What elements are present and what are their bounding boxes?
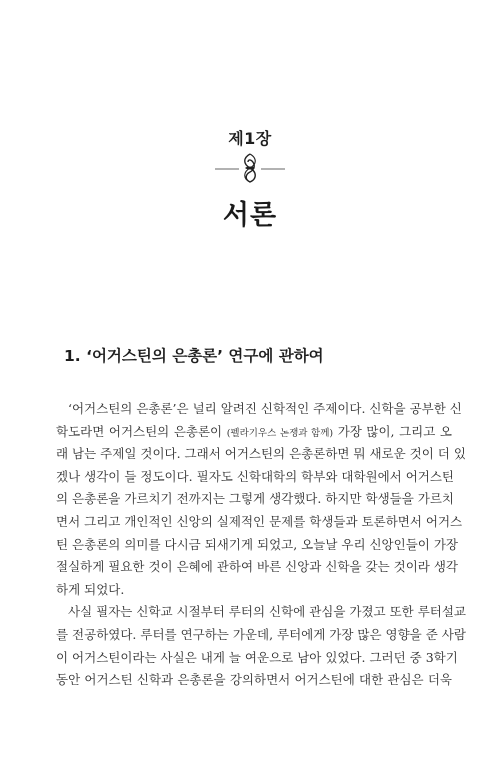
text-line bbox=[56, 421, 452, 444]
text-fragment: 가장 많이, 그리고 오 bbox=[337, 423, 452, 439]
text-line: 의 은총론을 가르치기 전까지는 그렇게 생각했다. 하지만 학생들을 가르치 bbox=[56, 491, 455, 507]
text-line: 이 어거스틴이라는 사실은 내게 늘 여운으로 남아 있었다. 그러던 중 3학기 bbox=[56, 649, 458, 665]
text-fragment: 학도라면 어거스틴의 은총론이 bbox=[56, 423, 227, 439]
parenthetical-note: (펠라기우스 논쟁과 함께) bbox=[226, 427, 334, 439]
text-line: 겠나 생각이 들 정도이다. 필자도 신학대학의 학부와 대학원에서 어거스틴 bbox=[56, 468, 455, 484]
chapter-title: 서론 bbox=[222, 200, 278, 231]
text-line: 사실 필자는 신학교 시절부터 루터의 신학에 관심을 가졌고 또한 루터설교 bbox=[68, 604, 467, 620]
body-text bbox=[56, 398, 467, 692]
chapter-number: 제1장 bbox=[228, 129, 272, 148]
text-line: ‘어거스틴의 은총론’은 널리 알려진 신학적인 주제이다. 신학을 공부한 신 bbox=[68, 401, 462, 416]
text-line: 하게 되었다. bbox=[56, 581, 125, 597]
flourish-ornament-icon bbox=[215, 152, 285, 184]
text-line: 틴 은총론의 의미를 다시금 되새기게 되었고, 오늘날 우리 신앙인들이 가장 bbox=[56, 536, 458, 552]
section-heading: 1. ‘어거스틴의 은총론’ 연구에 관하여 bbox=[64, 347, 324, 365]
text-line: 래 남는 주제일 것이다. 그래서 어거스틴의 은총론하면 뭐 새로운 것이 더 있 bbox=[56, 446, 466, 462]
text-line: 를 전공하였다. 루터를 연구하는 가운데, 루터에게 가장 많은 영향을 준 사람 bbox=[56, 626, 466, 642]
text-line: 면서 그리고 개인적인 신앙의 실제적인 문제를 학생들과 토론하면서 어거스 bbox=[56, 513, 463, 529]
text-line: 동안 어거스틴 신학과 은총론을 강의하면서 어거스틴에 대한 관심은 더욱 bbox=[56, 672, 452, 688]
text-line: 절실하게 필요한 것이 은혜에 관하여 바른 신앙과 신학을 갖는 것이라 생각 bbox=[56, 559, 458, 575]
